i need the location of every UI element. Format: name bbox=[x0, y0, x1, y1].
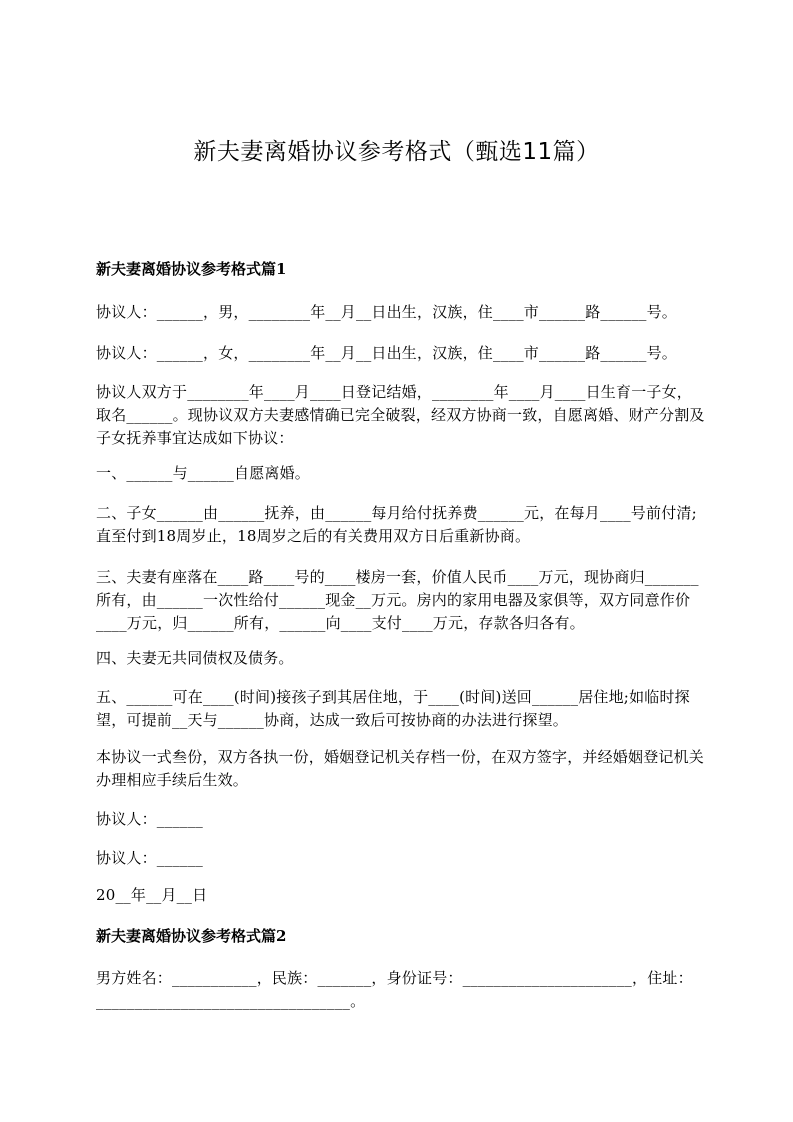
paragraph-validity: 本协议一式叁份，双方各执一份，婚姻登记机关存档一份，在双方签字，并经婚姻登记机关办理相应手续后生效。 bbox=[96, 748, 705, 789]
paragraph-clause-2: 二、子女______由______抚养，由______每月给付抚养费______元，在每月____号前付清;直至付到18周岁止，18周岁之后的有关费用双方日后重新协商。 bbox=[96, 504, 697, 545]
paragraph-party-female: 协议人：______，女，________年__月__日出生，汉族，住____市______路______号。 bbox=[96, 344, 678, 362]
signature-line-1: 协议人：______ bbox=[96, 810, 204, 828]
paragraph-party-male: 协议人：______，男，________年__月__日出生，汉族，住____市______路______号。 bbox=[96, 303, 678, 321]
paragraph-male-info: 男方姓名：___________，民族：_______，身份证号：______________________，住址：_________________________________。 bbox=[96, 969, 693, 1010]
date-line: 20__年__月__日 bbox=[96, 886, 208, 904]
paragraph-clause-5: 五、______可在____(时间)接孩子到其居住地，于____(时间)送回______居住地;如临时探望，可提前__天与______协商，达成一致后可按协商的办法进行探望。 bbox=[96, 688, 690, 729]
paragraph-clause-1: 一、______与______自愿离婚。 bbox=[96, 464, 311, 482]
document-title: 新夫妻离婚协议参考格式（甄选11篇） bbox=[193, 139, 600, 165]
paragraph-clause-3: 三、夫妻有座落在____路____号的____楼房一套，价值人民币____万元，现协商归_______所有，由______一次性给付______现金__万元。房内的家用电器及家俱等，双方同意作价____万元，归______所有，______向____支付____万元，存款各归各有。 bbox=[96, 568, 699, 632]
paragraph-clause-4: 四、夫妻无共同债权及债务。 bbox=[96, 649, 294, 667]
signature-line-2: 协议人：______ bbox=[96, 849, 204, 867]
paragraph-marriage-info: 协议人双方于________年____月____日登记结婚，________年____月____日生育一子女，取名______。现协议双方夫妻感情确已完全破裂，经双方协商一致，自愿离婚、财产分割及子女抚养事宜达成如下协议： bbox=[96, 383, 705, 447]
section-1-heading: 新夫妻离婚协议参考格式篇1 bbox=[96, 260, 287, 278]
section-2-heading: 新夫妻离婚协议参考格式篇2 bbox=[96, 927, 287, 945]
